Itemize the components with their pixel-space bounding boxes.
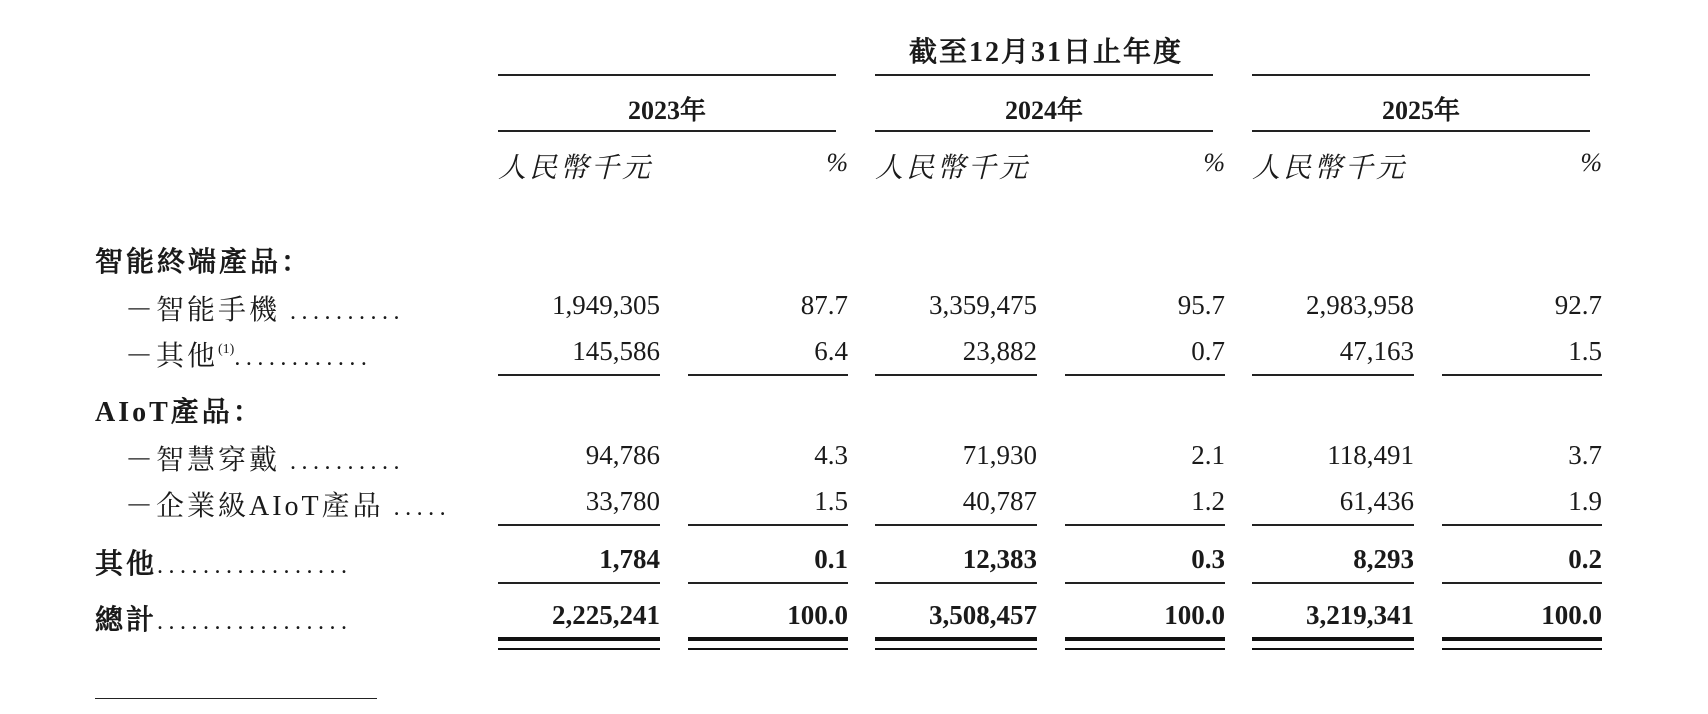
row-label-text: －企業級AIoT產品: [125, 491, 384, 522]
cell-total-2024-pct: 100.0: [1164, 600, 1225, 630]
row-label-text: －智能手機: [125, 295, 281, 326]
subtotal-rule: [688, 524, 848, 526]
cell-other-2023-pct: 0.1: [814, 544, 848, 574]
cell-enterprise-2023-amount: 33,780: [585, 486, 660, 516]
unit-label-2024: 人民幣千元: [875, 153, 1031, 184]
cell-smartphone-2023-amount: 1,949,305: [552, 290, 660, 320]
row-label-text: －其他: [125, 341, 219, 372]
cell-total-2025-pct: 100.0: [1541, 600, 1602, 630]
cell-enterprise-2023-pct: 1.5: [814, 486, 848, 516]
cell-enterprise-2025-amount: 61,436: [1339, 486, 1414, 516]
cell-others-2025-pct: 1.5: [1568, 336, 1602, 366]
cell-smartphone-2023-pct: 87.7: [800, 290, 848, 320]
subtotal-rule: [875, 524, 1037, 526]
subtotal-rule: [1065, 374, 1225, 376]
row-label-enterprise-aiot: [125, 484, 451, 524]
header-rule: [1252, 74, 1590, 76]
cell-other-2025-amount: 8,293: [1353, 544, 1414, 574]
total-double-rule: [1065, 637, 1225, 647]
cell-others-2024-amount: 23,882: [962, 336, 1037, 366]
subtotal-rule: [688, 374, 848, 376]
pre-total-rule: [688, 582, 848, 584]
total-double-rule: [875, 637, 1037, 647]
footnote-marker: (1): [218, 342, 235, 357]
row-label-wearables: [125, 438, 405, 478]
year-2023: 2023年: [627, 96, 706, 125]
subtotal-rule: [1442, 524, 1602, 526]
cell-others-2023-amount: 145,586: [572, 336, 660, 366]
cell-total-2023-pct: 100.0: [787, 600, 848, 630]
cell-smartphone-2025-amount: 2,983,958: [1306, 290, 1414, 320]
row-label-text: －智慧穿戴: [125, 445, 281, 476]
cell-enterprise-2025-pct: 1.9: [1568, 486, 1602, 516]
subtotal-rule: [1065, 524, 1225, 526]
leader-dots: .................: [157, 609, 353, 635]
cell-wearables-2025-amount: 118,491: [1327, 440, 1414, 470]
cell-wearables-2023-amount: 94,786: [585, 440, 660, 470]
cell-smartphone-2024-amount: 3,359,475: [929, 290, 1037, 320]
cell-wearables-2024-amount: 71,930: [962, 440, 1037, 470]
pre-total-rule: [875, 582, 1037, 584]
cell-wearables-2023-pct: 4.3: [814, 440, 848, 470]
year-rule: [875, 130, 1213, 132]
pre-total-rule: [498, 582, 660, 584]
row-label-smartphone: [125, 288, 405, 328]
subtotal-rule: [498, 524, 660, 526]
cell-other-2023-amount: 1,784: [599, 544, 660, 574]
cell-total-2024-amount: 3,508,457: [929, 600, 1037, 630]
pct-label-2023: %: [826, 148, 848, 177]
pct-label-2025: %: [1580, 148, 1602, 177]
year-2025: 2025年: [1381, 96, 1460, 125]
leader-dots: .................: [157, 553, 353, 579]
year-2024: 2024年: [1004, 96, 1083, 125]
cell-smartphone-2025-pct: 92.7: [1554, 290, 1602, 320]
section-label-smart-terminals: 智能終端產品：: [95, 247, 313, 278]
unit-label-2023: 人民幣千元: [498, 153, 654, 184]
row-label-total: [95, 598, 353, 638]
pre-total-rule: [1442, 582, 1602, 584]
year-rule: [1252, 130, 1590, 132]
total-double-rule: [498, 637, 660, 647]
cell-other-2025-pct: 0.2: [1568, 544, 1602, 574]
cell-wearables-2024-pct: 2.1: [1191, 440, 1225, 470]
pre-total-rule: [1065, 582, 1225, 584]
row-label-text: 總計: [95, 605, 158, 636]
pct-label-2024: %: [1203, 148, 1225, 177]
leader-dots: ..........: [290, 299, 406, 325]
unit-label-2025: 人民幣千元: [1252, 153, 1408, 184]
row-label-other: [95, 542, 353, 582]
period-title: 截至12月31日止年度: [908, 37, 1183, 68]
leader-dots: .....: [393, 495, 452, 521]
subtotal-rule: [875, 374, 1037, 376]
header-rule: [875, 74, 1213, 76]
cell-others-2025-amount: 47,163: [1339, 336, 1414, 366]
total-double-rule: [1442, 637, 1602, 647]
subtotal-rule: [1442, 374, 1602, 376]
row-label-others-terminal: [125, 334, 372, 374]
cell-enterprise-2024-amount: 40,787: [962, 486, 1037, 516]
leader-dots: ..........: [290, 449, 406, 475]
leader-dots: ............: [234, 345, 373, 371]
footnote-separator: [95, 698, 377, 699]
cell-others-2024-pct: 0.7: [1191, 336, 1225, 366]
total-double-rule: [1252, 637, 1414, 647]
cell-smartphone-2024-pct: 95.7: [1177, 290, 1225, 320]
subtotal-rule: [1252, 374, 1414, 376]
cell-wearables-2025-pct: 3.7: [1568, 440, 1602, 470]
row-label-text: 其他: [95, 549, 158, 580]
cell-enterprise-2024-pct: 1.2: [1191, 486, 1225, 516]
subtotal-rule: [1252, 524, 1414, 526]
subtotal-rule: [498, 374, 660, 376]
cell-others-2023-pct: 6.4: [814, 336, 848, 366]
cell-total-2025-amount: 3,219,341: [1306, 600, 1414, 630]
header-rule: [498, 74, 836, 76]
pre-total-rule: [1252, 582, 1414, 584]
cell-other-2024-pct: 0.3: [1191, 544, 1225, 574]
year-rule: [498, 130, 836, 132]
total-double-rule: [688, 637, 848, 647]
cell-total-2023-amount: 2,225,241: [552, 600, 660, 630]
section-label-aiot: AIoT產品：: [95, 397, 264, 428]
cell-other-2024-amount: 12,383: [962, 544, 1037, 574]
